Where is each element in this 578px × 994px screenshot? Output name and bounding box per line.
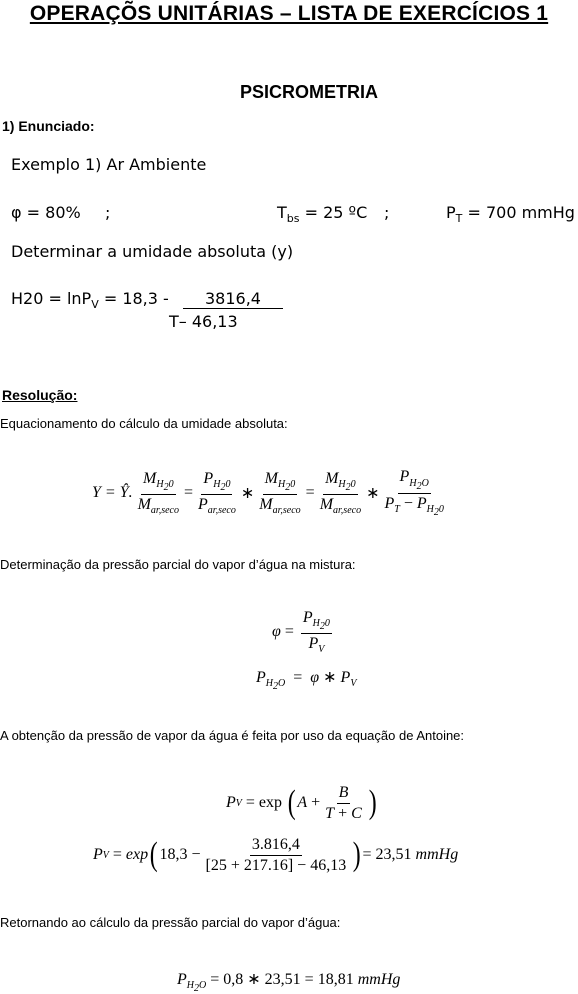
text-line: Equacionamento do cálculo da umidade absoluta: — [0, 416, 288, 431]
page-title: OPERAÇÕS UNITÁRIAS – LISTA DE EXERCÍCIOS 1 — [29, 2, 549, 25]
absolute-humidity-equation: Y = Ŷ. $\frac{M_{H_20}}{M_{ar,seco}}$ = $\frac{P_{H_20}}{P_{ar,seco}}$ ∗ $\frac{M_{H_20}}{M_{ar,seco}}$ = $\frac{M_{H_20}}{M_{ar,seco}}$ ∗ $\frac{P_{H_2O}}{P_T - P_{H_20}}$ — [92, 468, 444, 518]
antoine-given-lhs: H20 = lnP$_V$ = 18,3 - — [11, 289, 169, 312]
antoine-given-numerator: 3816,4 — [183, 289, 283, 309]
humidity-value: φ = 80% — [11, 203, 81, 222]
partial-pressure-equation: $P_{H_2O} = \varphi$ ∗ $P_V$ — [256, 669, 357, 693]
antoine-equation: P V = exp ( A + $\frac{B}{T + C}$ ) — [226, 783, 377, 822]
partial-pressure-result: $P_{H_2O} = 0,8$ ∗ 23,51 = 18,81 mmHg — [177, 971, 401, 994]
text-line: A obtenção da pressão de vapor da água é feita por uso da equação de Antoine: — [0, 728, 465, 743]
resolucao-heading: Resolução: — [2, 387, 78, 403]
enunciado-heading: 1) Enunciado: — [2, 118, 95, 134]
example-label: Exemplo 1) Ar Ambiente — [11, 155, 207, 174]
separator: ; — [384, 203, 390, 222]
section-title: PSICROMETRIA — [239, 82, 378, 102]
relative-humidity-equation: φ = $\frac{P_{H_20}}{P_V}$ — [272, 608, 330, 656]
text-line: Retornando ao cálculo da pressão parcial do vapor d’água: — [0, 915, 341, 930]
vapor-pressure-calculation: P V = exp ( 18,3 − $\frac{3.816,4}{[25 + 217.16] - 46,13}$ ) = 23,51 mmHg — [93, 835, 459, 874]
antoine-given-denominator: T– 46,13 — [169, 312, 238, 331]
total-pressure: $P_T = 700$ mmHg — [446, 203, 575, 226]
task-statement: Determinar a umidade absoluta (y) — [11, 242, 294, 261]
dry-bulb-temperature: $T_{bs} = 25$ ºC — [277, 203, 368, 226]
text-line: Determinação da pressão parcial do vapor d’água na mistura: — [0, 557, 356, 572]
separator: ; — [105, 203, 111, 222]
